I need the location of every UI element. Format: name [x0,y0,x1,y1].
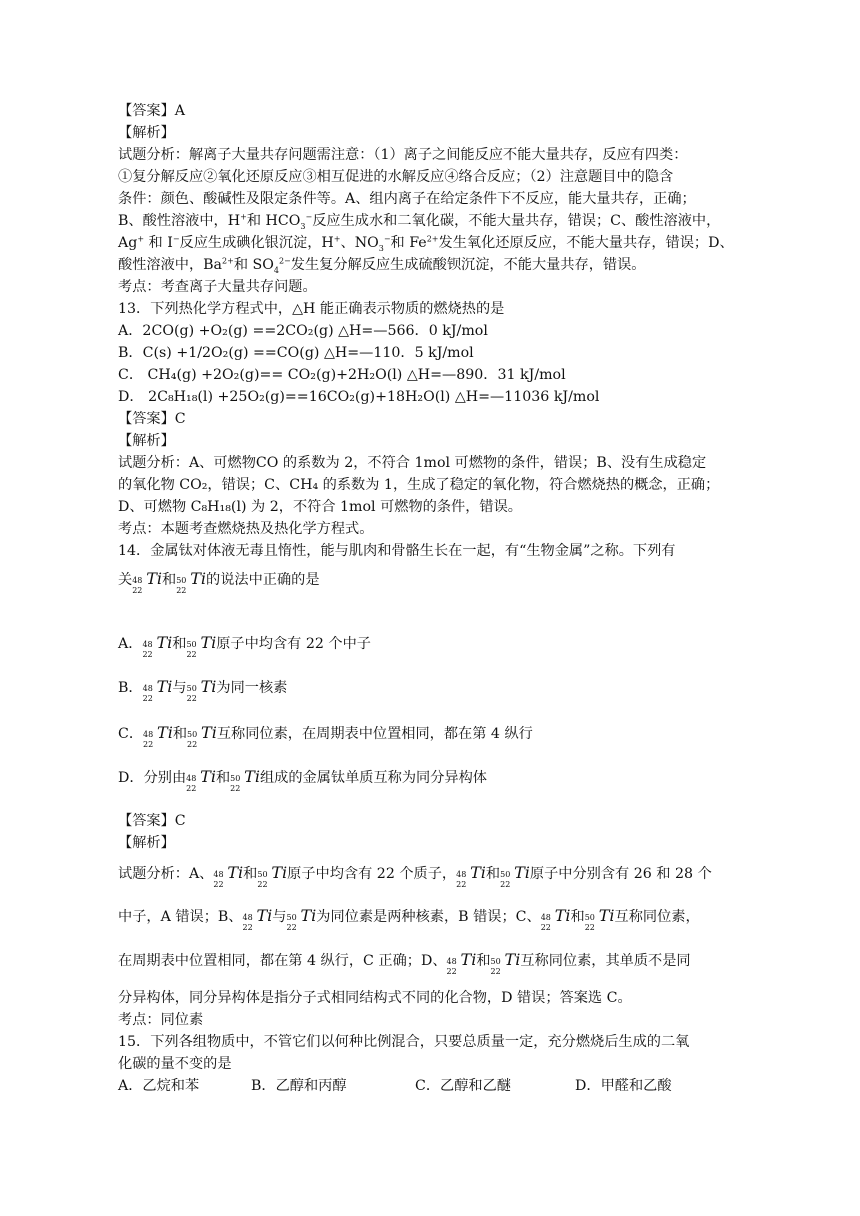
text-line: 化碳的量不变的是 [118,1056,232,1072]
question-13: 13．下列热化学方程式中，△H 能正确表示物质的燃烧热的是 [118,301,505,317]
text-line: B、酸性溶液中，H+和 $HCO_3^-$反应生成水和二氧化碳，不能大量共存，错误；C、酸性溶液中， [118,212,721,231]
analysis-label: 【解析】 [118,433,175,449]
topic-line: 考点：同位素 [118,1012,204,1028]
question-14: 14．金属钛对体液无毒且惰性，能与肌肉和骨骼生长在一起，有“生物金属”之称。下列有 [118,543,676,559]
text-line: 试题分析：解离子大量共存问题需注意：（1）离子之间能反应不能大量共存，反应有四类： [118,147,688,163]
text-line: ①复分解反应②氧化还原反应③相互促进的水解反应④络合反应；（2）注意题目中的隐含 [118,169,674,185]
text-line: 条件：颜色、酸碱性及限定条件等。A、组内离子在给定条件下不反应，能大量共存，正确； [118,191,696,207]
option-b: B． 48 22 Ti与 50 22 Ti为同一核素 [118,677,288,703]
text-line: 的氧化物 CO₂，错误；C、CH₄ 的系数为 1，生成了稳定的氧化物，符合燃烧热的概念，正确； [118,477,720,493]
analysis-label: 【解析】 [118,125,175,141]
option-a: A． 48 22 Ti和 50 22 Ti原子中均含有 22 个中子 [118,633,371,659]
answer-label: 【答案】C [118,813,186,829]
question-15: 15．下列各组物质中，不管它们以何种比例混合，只要总质量一定，充分燃烧后生成的二氧 [118,1034,690,1050]
option-d: D．甲醛和乙酸 [575,1078,672,1094]
analysis-label: 【解析】 [118,835,175,851]
text-line: Ag+ 和 I−反应生成碘化银沉淀，H+、$NO_3^-$和 $Fe^{2+}$发生氧化还原反应，不能大量共存，错误；D、 [118,234,734,253]
option-c: C． CH₄(g) +2O₂(g)== CO₂(g)+2H₂O(l) △H=—890．31 kJ/mol [118,367,566,383]
text-line: 中子，A 错误；B、 48 22 Ti与 50 22 Ti为同位素是两种核素，B 错误；C、 48 22 Ti和 50 22 Ti互称同位素， [118,906,700,932]
text-line: 试题分析：A、可燃物CO 的系数为 2，不符合 1mol 可燃物的条件，错误；B、没有生成稳定 [118,455,707,471]
isotope-notation: 48 22 [132,576,143,595]
option-a: A．2CO(g) +O₂(g) ==2CO₂(g) △H=—566．0 kJ/mol [118,323,488,339]
option-b: B．C(s) +1/2O₂(g) ==CO(g) △H=—110．5 kJ/mol [118,345,474,361]
text-line: 在周期表中位置相同，都在第 4 纵行，C 正确；D、 48 22 Ti和 50 22 Ti互称同位素，其单质不是同 [118,950,691,976]
text-line: 分异构体，同分异构体是指分子式相同结构式不同的化合物，D 错误；答案选 C。 [118,990,632,1006]
option-row [118,1075,672,1097]
option-d: D． 2C₈H₁₈(l) +25O₂(g)==16CO₂(g)+18H₂O(l) △H=—11036 kJ/mol [118,389,600,405]
topic-line: 考点：考查离子大量共存问题。 [118,279,317,295]
answer-label: 【答案】A [118,103,185,119]
answer-label: 【答案】C [118,411,186,427]
isotope-notation: 50 22 [176,576,187,595]
option-c: C． 48 22 Ti和 50 22 Ti互称同位素，在周期表中位置相同，都在第 4 纵行 [118,723,533,749]
option-b: B．乙醇和丙醇 [251,1078,347,1094]
text-line: 试题分析：A、 48 22 Ti和 50 22 Ti原子中均含有 22 个质子， 48 22 Ti和 50 22 Ti原子中分别含有 26 和 28 个 [118,863,712,889]
option-a: A．乙烷和苯 [118,1078,200,1094]
text-line: 酸性溶液中，$Ba^{2+}$和 $SO_4^{2-}$发生复分解反应生成硫酸钡沉淀，不能大量共存，错误。 [118,256,646,275]
text-line: 关 48 22 Ti和 50 22 Ti的说法中正确的是 [118,569,320,595]
option-d: D．分别由 48 22 Ti和 50 22 Ti组成的金属钛单质互称为同分异构体 [118,767,487,793]
text-line: D、可燃物 C₈H₁₈(l) 为 2，不符合 1mol 可燃物的条件，错误。 [118,499,522,515]
option-c: C．乙醇和乙醚 [415,1078,511,1094]
topic-line: 考点：本题考查燃烧热及热化学方程式。 [118,521,374,537]
